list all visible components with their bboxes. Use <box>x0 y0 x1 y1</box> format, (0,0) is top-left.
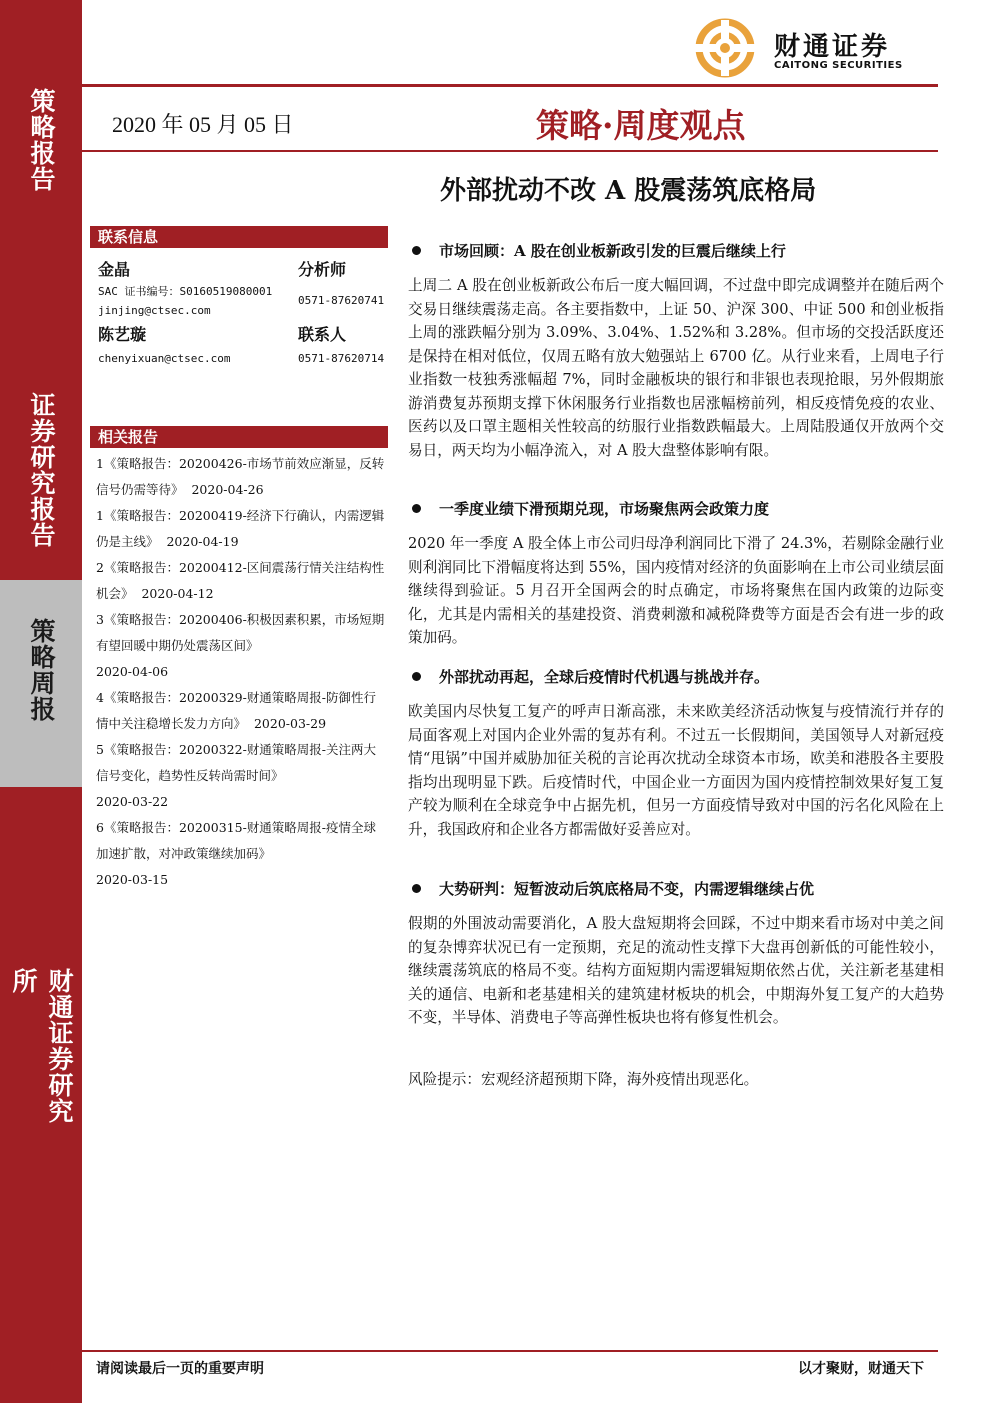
contact-phone: 0571-87620714 <box>298 352 385 365</box>
related-report-item[interactable] <box>96 451 386 503</box>
related-report-item[interactable] <box>96 503 386 555</box>
related-report-title: 5《策略报告：20200322-财通策略周报-关注两大信号变化，趋势性反转尚需时间》 <box>96 742 377 783</box>
section-heading-text: 大势研判：短暂波动后筑底格局不变，内需逻辑继续占优 <box>439 880 815 898</box>
analyst-role: 分析师 <box>298 260 347 279</box>
analyst-name: 金晶 <box>98 260 131 279</box>
sidebar-label-strategy-weekly: 策略周报 <box>27 618 56 722</box>
section-body-q1-earnings: 2020 年一季度 A 股全体上市公司归母净利润同比下滑了 24.3%，若剔除金融行业则利润同比下滑幅度将达到 55%，国内疫情对经济的负面影响在上市公司业绩层面继续得到验证。5 月召开全国两会的时点确定，市场将聚焦在国内政策的边际变化，尤其是内需相关的基建投资、消费刺激和减税降费等方面是否会有进一步的政策加码。 <box>408 535 944 646</box>
sidebar-label-strategy-report: 策略报告 <box>27 88 56 192</box>
related-report-date: 2020-04-26 <box>191 482 264 497</box>
related-report-date: 2020-04-19 <box>166 534 239 549</box>
logo-english-name: CAITONG SECURITIES <box>774 60 903 71</box>
logo-chinese-name: 财通证券 <box>774 32 891 62</box>
section-heading-text: 外部扰动再起，全球后疫情时代机遇与挑战并存。 <box>439 668 770 686</box>
contact-email[interactable]: chenyixuan@ctsec.com <box>98 352 231 365</box>
logo-mark-icon <box>690 18 760 78</box>
sidebar-label-securities-research: 证券研究报告 <box>27 392 56 548</box>
related-report-title: 1《策略报告：20200426-市场节前效应渐显，反转信号仍需等待》 <box>96 456 385 497</box>
related-report-title: 4《策略报告：20200329-财通策略周报-防御性行情中关注稳增长发力方向》 <box>96 690 377 731</box>
footer-slogan: 以才聚财，财通天下 <box>798 1361 924 1377</box>
related-report-date: 2020-03-22 <box>96 794 169 809</box>
report-title: 外部扰动不改 A 股震荡筑底格局 <box>440 176 817 206</box>
report-type: 策略·周度观点 <box>536 106 746 145</box>
related-report-date: 2020-03-29 <box>253 716 327 731</box>
section-heading-text: 市场回顾：A 股在创业板新政引发的巨震后继续上行 <box>439 242 786 260</box>
related-report-item[interactable] <box>96 607 386 685</box>
bullet-icon <box>412 672 421 681</box>
analyst-sac-number: SAC 证书编号：S0160519080001 <box>98 285 273 298</box>
related-report-item[interactable] <box>96 685 386 737</box>
left-sidebar <box>0 0 82 1403</box>
footer-rule <box>82 1350 938 1352</box>
section-body-market-review: 上周二 A 股在创业板新政公布后一度大幅回调，不过盘中即完成调整并在随后两个交易日继续震荡走高。各主要指数中，上证 50、沪深 300、中证 500 和创业板指上周的涨跌幅分别为 3.09%、3.04%、1.52%和 3.28%。但市场的交投活跃度还是保持在相对低位，仅周五略有放大勉强站上 6700 亿。从行业来看，上周电子行业指数一枝独秀涨幅超 7%，同时金融板块的银行和非银也表现抢眼，另外假期旅游消费复苏预期支撑下休闲服务行业指数也居涨幅榜前列，相反疫情免疫的农业、医药以及口罩主题相关性较高的纺服行业指数跌幅最大。上周陆股通仅开放两个交易日，两天均为小幅净流入，对 A 股大盘整体影响有限。 <box>408 277 944 459</box>
related-report-date: 2020-04-06 <box>96 664 169 679</box>
bullet-icon <box>412 246 421 255</box>
sidebar-label-institute: 财通证券研究所 <box>9 968 74 1124</box>
related-report-title: 6《策略报告：20200315-财通策略周报-疫情全球加速扩散，对冲政策继续加码》 <box>96 820 377 861</box>
related-report-title: 3《策略报告：20200406-积极因素积累，市场短期有望回暖中期仍处震荡区间》 <box>96 612 385 653</box>
section-heading-market-review <box>412 240 786 261</box>
related-report-date: 2020-03-15 <box>96 872 169 887</box>
related-report-item[interactable] <box>96 555 386 607</box>
report-date: 2020 年 05 月 05 日 <box>112 112 294 137</box>
related-report-title: 2《策略报告：20200412-区间震荡行情关注结构性机会》 <box>96 560 385 601</box>
contact-name: 陈艺璇 <box>98 325 147 344</box>
bullet-icon <box>412 884 421 893</box>
header-top-rule <box>82 84 938 87</box>
related-report-date: 2020-04-12 <box>141 586 214 601</box>
risk-warning: 风险提示：宏观经济超预期下降，海外疫情出现恶化。 <box>408 1071 759 1088</box>
analyst-phone: 0571-87620741 <box>298 294 385 307</box>
section-body-external-disturbance: 欧美国内尽快复工复产的呼声日渐高涨，未来欧美经济活动恢复与疫情流行并存的局面客观上对国内企业外需的复苏有利。不过五一长假期间，美国领导人对新冠疫情“甩锅”中国并威胁加征关税的言论再次扰动全球资本市场，欧美和港股各主要股指均出现明显下跌。后疫情时代，中国企业一方面因为国内疫情控制效果好复工复产较为顺利在全球竞争中占据先机，但另一方面疫情导致对中国的污名化风险在上升，我国政府和企业各方都需做好妥善应对。 <box>408 703 944 838</box>
section-body-market-outlook: 假期的外围波动需要消化，A 股大盘短期将会回踩，不过中期来看市场对中美之间的复杂博弈状况已有一定预期，充足的流动性支撑下大盘再创新低的可能性较小，继续震荡筑底的格局不变。结构方面短期内需逻辑短期依然占优，关注新老基建相关的通信、电新和老基建相关的建筑建材板块的机会，中期海外复工复产的大趋势不变，半导体、消费电子等高弹性板块也将有修复性机会。 <box>408 915 944 1026</box>
header-bottom-rule <box>82 150 938 152</box>
related-report-item[interactable] <box>96 737 386 815</box>
related-reports-heading: 相关报告 <box>90 426 388 448</box>
section-heading-external-disturbance <box>412 666 769 687</box>
section-heading-text: 一季度业绩下滑预期兑现，市场聚焦两会政策力度 <box>439 500 770 518</box>
bullet-icon <box>412 504 421 513</box>
contact-section-heading: 联系信息 <box>90 226 388 248</box>
section-heading-q1-earnings <box>412 498 769 519</box>
related-report-title: 1《策略报告：20200419-经济下行确认，内需逻辑仍是主线》 <box>96 508 385 549</box>
sidebar-highlight-block <box>0 580 82 787</box>
related-report-item[interactable] <box>96 815 386 893</box>
analyst-email[interactable]: jinjing@ctsec.com <box>98 304 211 317</box>
footer-disclaimer-note: 请阅读最后一页的重要声明 <box>96 1361 264 1377</box>
section-heading-market-outlook <box>412 878 814 899</box>
company-logo <box>690 18 940 78</box>
contact-role: 联系人 <box>298 325 347 344</box>
